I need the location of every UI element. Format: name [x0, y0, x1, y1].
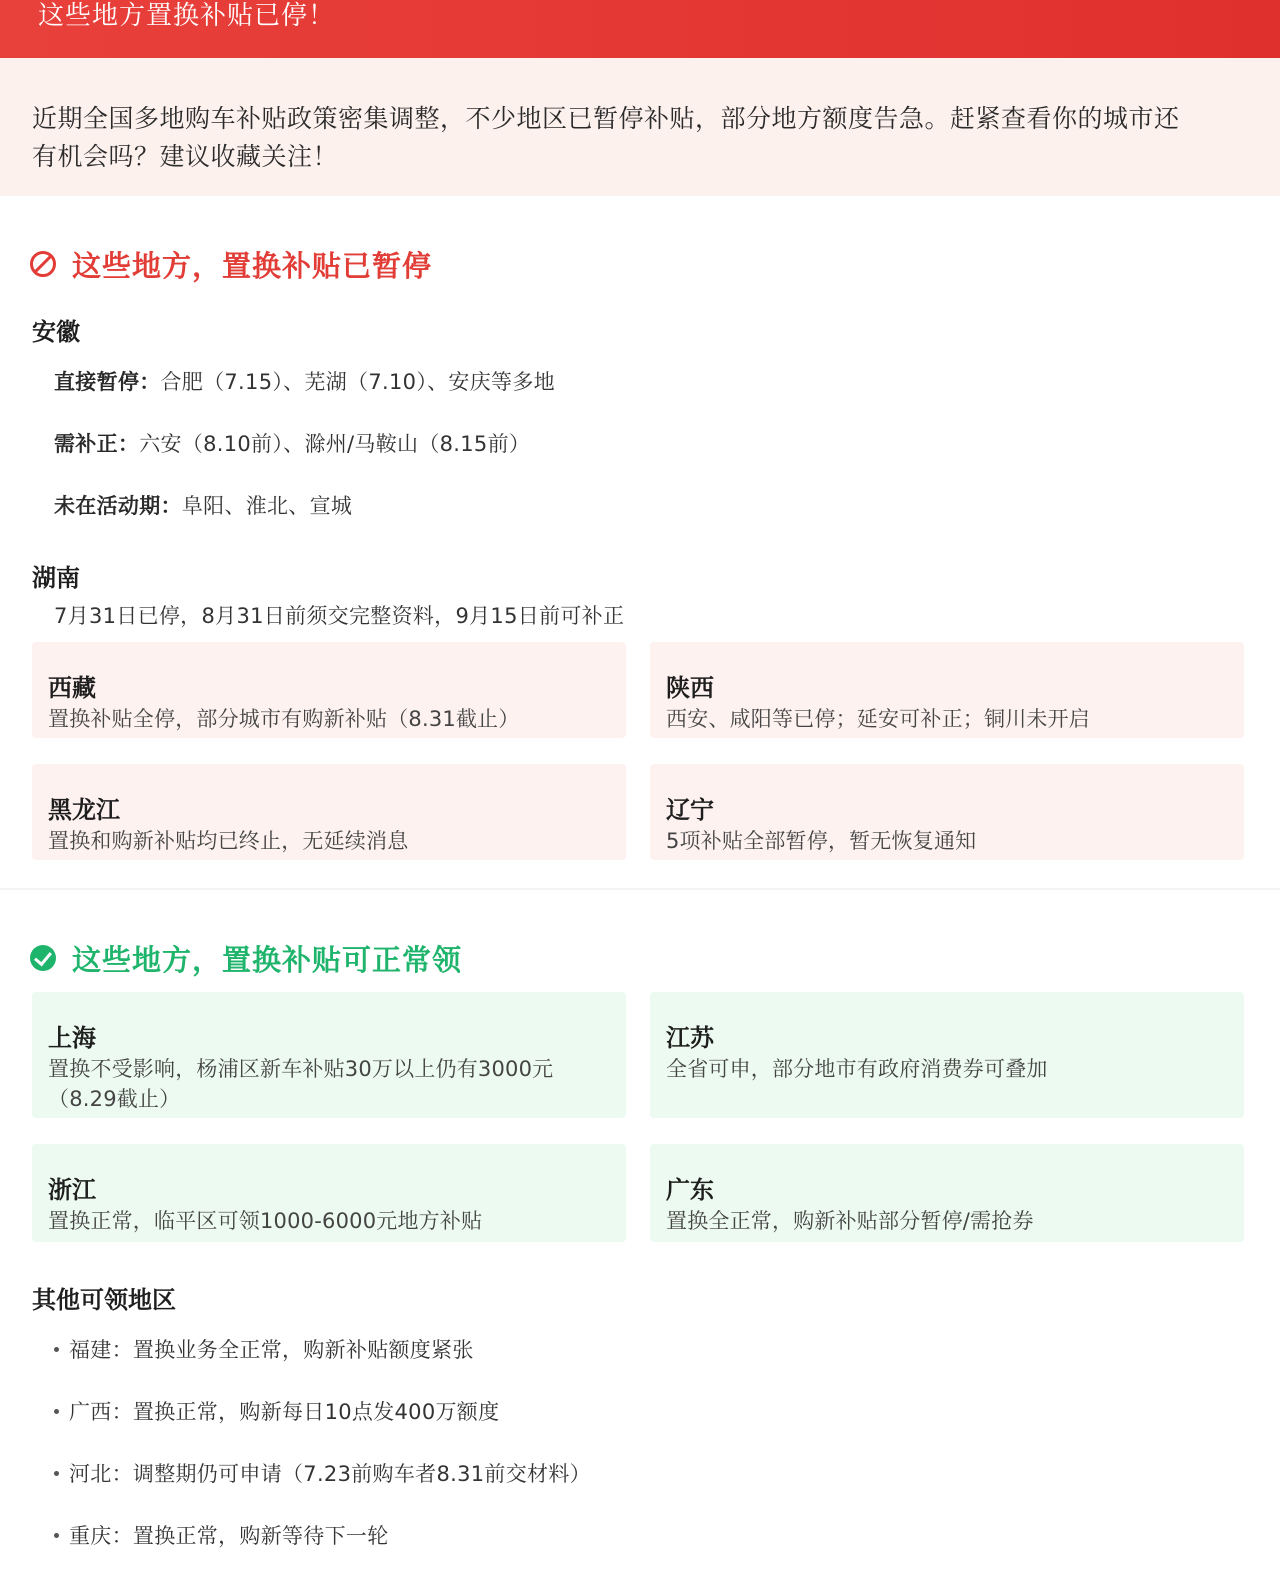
- stop-icon: [30, 251, 56, 277]
- list-item-text: 重庆：置换正常，购新等待下一轮: [69, 1524, 389, 1548]
- card-desc-cont: （8.29截止）: [48, 1087, 181, 1111]
- anhui-item: [54, 428, 530, 458]
- card-name: 广东: [666, 1176, 714, 1204]
- card-name: 黑龙江: [48, 796, 120, 824]
- list-item: [54, 1520, 389, 1550]
- card-name: 江苏: [666, 1024, 714, 1052]
- card-desc: 置换和购新补贴均已终止，无延续消息: [48, 829, 409, 853]
- header-bar: [0, 0, 1280, 58]
- province-anhui: 安徽: [32, 318, 80, 346]
- card-name: 西藏: [48, 674, 96, 702]
- paused-section-heading: [30, 244, 432, 284]
- intro-text: [32, 100, 1250, 176]
- card-shaanxi: [650, 642, 1244, 738]
- list-item-text: 河北：调整期仍可申请（7.23前购车者8.31前交材料）: [69, 1462, 591, 1486]
- intro-line-2: 有机会吗？建议收藏关注！: [32, 142, 339, 171]
- card-name: 浙江: [48, 1176, 96, 1204]
- list-item: [54, 1396, 499, 1426]
- anhui-item: [54, 366, 555, 396]
- list-item-text: 福建：置换业务全正常，购新补贴额度紧张: [69, 1338, 474, 1362]
- card-desc: 置换正常，临平区可领1000-6000元地方补贴: [48, 1209, 483, 1233]
- normal-section-heading: [30, 938, 462, 978]
- bullet-dot: [54, 1347, 59, 1352]
- card-desc: 置换不受影响，杨浦区新车补贴30万以上仍有3000元: [48, 1057, 554, 1081]
- card-liaoning: [650, 764, 1244, 860]
- intro-line-1: 近期全国多地购车补贴政策密集调整，不少地区已暂停补贴，部分地方额度告急。赶紧查看你的城市还: [32, 104, 1180, 133]
- anhui-item-label: 直接暂停：: [54, 370, 161, 394]
- check-icon: [30, 945, 56, 971]
- bullet-dot: [54, 1533, 59, 1538]
- list-item: [54, 1458, 591, 1488]
- intro-box: [0, 58, 1280, 196]
- paused-section-title: 这些地方，置换补贴已暂停: [72, 248, 433, 283]
- anhui-item-label: 需补正：: [54, 432, 140, 456]
- card-heilongjiang: [32, 764, 626, 860]
- card-desc: 西安、咸阳等已停；延安可补正；铜川未开启: [666, 707, 1090, 731]
- card-desc: 置换补贴全停，部分城市有购新补贴（8.31截止）: [48, 707, 520, 731]
- card-jiangsu: [650, 992, 1244, 1118]
- header-title: 这些地方置换补贴已停！: [38, 1, 336, 31]
- bullet-dot: [54, 1409, 59, 1414]
- anhui-item-text: 阜阳、淮北、宣城: [181, 494, 353, 518]
- hunan-text: 7月31日已停，8月31日前须交完整资料，9月15日前可补正: [54, 604, 625, 628]
- anhui-item-text: 六安（8.10前）、滁州/马鞍山（8.15前）: [139, 432, 531, 456]
- anhui-item: [54, 490, 352, 520]
- card-name: 上海: [48, 1024, 96, 1052]
- card-shanghai: [32, 992, 626, 1118]
- anhui-item-label: 未在活动期：: [54, 494, 182, 518]
- card-desc: 全省可申，部分地市有政府消费券可叠加: [666, 1057, 1048, 1081]
- province-hunan: 湖南: [32, 564, 80, 592]
- list-item: [54, 1334, 474, 1364]
- anhui-item-text: 合肥（7.15）、芜湖（7.10）、安庆等多地: [160, 370, 555, 394]
- others-title: 其他可领地区: [32, 1286, 176, 1314]
- section-divider: [0, 888, 1280, 890]
- normal-section-title: 这些地方，置换补贴可正常领: [72, 942, 463, 977]
- card-xizang: [32, 642, 626, 738]
- list-item-text: 广西：置换正常，购新每日10点发400万额度: [69, 1400, 500, 1424]
- card-name: 陕西: [666, 674, 714, 702]
- card-desc: 置换全正常，购新补贴部分暂停/需抢券: [666, 1209, 1034, 1233]
- card-desc: 5项补贴全部暂停，暂无恢复通知: [666, 829, 977, 853]
- bullet-dot: [54, 1471, 59, 1476]
- card-zhejiang: [32, 1144, 626, 1242]
- card-name: 辽宁: [666, 796, 714, 824]
- card-guangdong: [650, 1144, 1244, 1242]
